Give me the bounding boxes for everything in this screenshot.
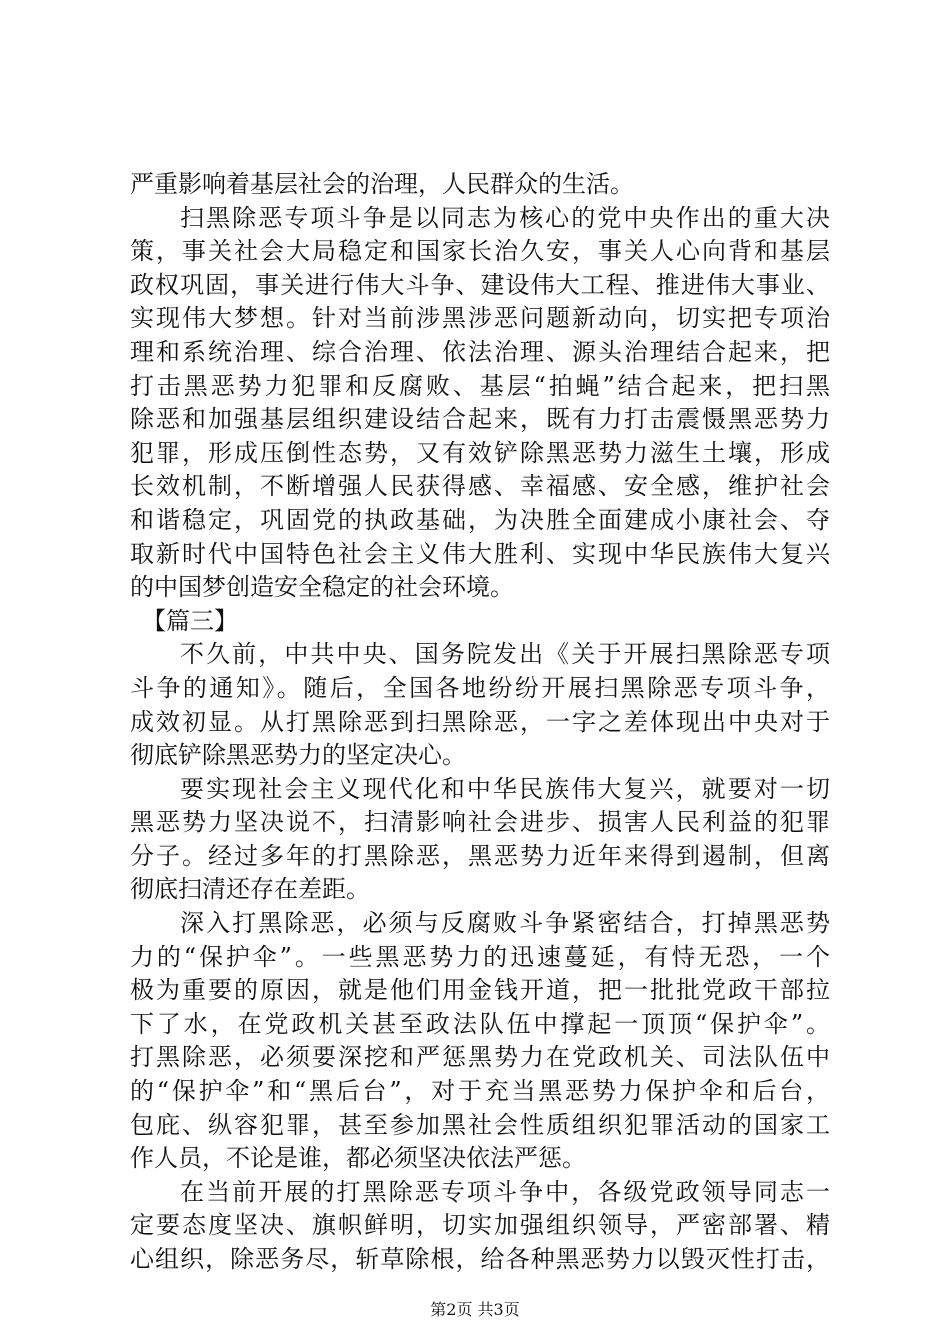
paragraph-line: 斗争的通知》。随后，全国各地纷纷开展扫黑除恶专项斗争， (130, 673, 830, 702)
paragraph-line: 彻底铲除黑恶势力的坚定决心。 (130, 741, 466, 770)
paragraph-line: 成效初显。从打黑除恶到扫黑除恶，一字之差体现出中央对于 (130, 707, 830, 736)
paragraph-line: 打黑除恶，必须要深挖和严惩黑势力在党政机关、司法队伍中 (130, 1043, 830, 1072)
paragraph-line: 的中国梦创造安全稳定的社会环境。 (130, 573, 514, 602)
paragraph-line: 打击黑恶势力犯罪和反腐败、基层“拍蝇”结合起来，把扫黑 (130, 371, 830, 400)
paragraph-line: 严重影响着基层社会的治理，人民群众的生活。 (130, 170, 634, 198)
section-heading: 【篇三】 (142, 606, 238, 635)
paragraph-line: 实现伟大梦想。针对当前涉黑涉恶问题新动向，切实把专项治 (130, 304, 830, 333)
paragraph-line: 长效机制，不断增强人民获得感、幸福感、安全感，维护社会 (130, 472, 830, 501)
paragraph-line: 力的“保护伞”。一些黑恶势力的迅速蔓延，有恃无恐，一个 (130, 942, 830, 971)
paragraph-line: 要实现社会主义现代化和中华民族伟大复兴，就要对一切 (180, 774, 830, 803)
paragraph-line: 取新时代中国特色社会主义伟大胜利、实现中华民族伟大复兴 (130, 539, 830, 568)
paragraph-line: 在当前开展的打黑除恶专项斗争中，各级党政领导同志一 (180, 1177, 830, 1206)
paragraph-line: 下了水，在党政机关甚至政法队伍中撑起一顶顶“保护伞”。 (130, 1009, 830, 1038)
paragraph-line: 极为重要的原因，就是他们用金钱开道，把一批批党政干部拉 (130, 976, 830, 1005)
paragraph-line: 黑恶势力坚决说不，扫清影响社会进步、损害人民利益的犯罪 (130, 808, 830, 837)
paragraph-line: 包庇、纵容犯罪，甚至参加黑社会性质组织犯罪活动的国家工 (130, 1110, 830, 1139)
paragraph-line: 犯罪，形成压倒性态势，又有效铲除黑恶势力滋生土壤，形成 (130, 438, 830, 467)
paragraph-line: 的“保护伞”和“黑后台”，对于充当黑恶势力保护伞和后台， (130, 1077, 830, 1106)
paragraph-line: 扫黑除恶专项斗争是以同志为核心的党中央作出的重大决 (180, 203, 830, 232)
paragraph-line: 心组织，除恶务尽，斩草除根，给各种黑恶势力以毁灭性打击， (130, 1245, 830, 1273)
paragraph-line: 政权巩固，事关进行伟大斗争、建设伟大工程、推进伟大事业、 (130, 270, 830, 299)
paragraph-line: 策，事关社会大局稳定和国家长治久安，事关人心向背和基层 (130, 237, 830, 266)
page-footer: 第2页 共3页 (430, 1300, 520, 1319)
paragraph-line: 作人员，不论是谁，都必须坚决依法严惩。 (130, 1144, 586, 1173)
paragraph-line: 和谐稳定，巩固党的执政基础，为决胜全面建成小康社会、夺 (130, 505, 830, 534)
paragraph-line: 定要态度坚决、旗帜鲜明，切实加强组织领导，严密部署、精 (130, 1211, 830, 1240)
document-body (130, 168, 830, 1277)
paragraph-line: 除恶和加强基层组织建设结合起来，既有力打击震慑黑恶势力 (130, 405, 830, 434)
paragraph-line: 分子。经过多年的打黑除恶，黑恶势力近年来得到遏制，但离 (130, 841, 830, 870)
paragraph-line: 彻底扫清还存在差距。 (130, 875, 370, 904)
paragraph-line: 理和系统治理、综合治理、依法治理、源头治理结合起来，把 (130, 337, 830, 366)
paragraph-line: 深入打黑除恶，必须与反腐败斗争紧密结合，打掉黑恶势 (180, 909, 830, 938)
paragraph-line: 不久前，中共中央、国务院发出《关于开展扫黑除恶专项 (180, 640, 830, 669)
